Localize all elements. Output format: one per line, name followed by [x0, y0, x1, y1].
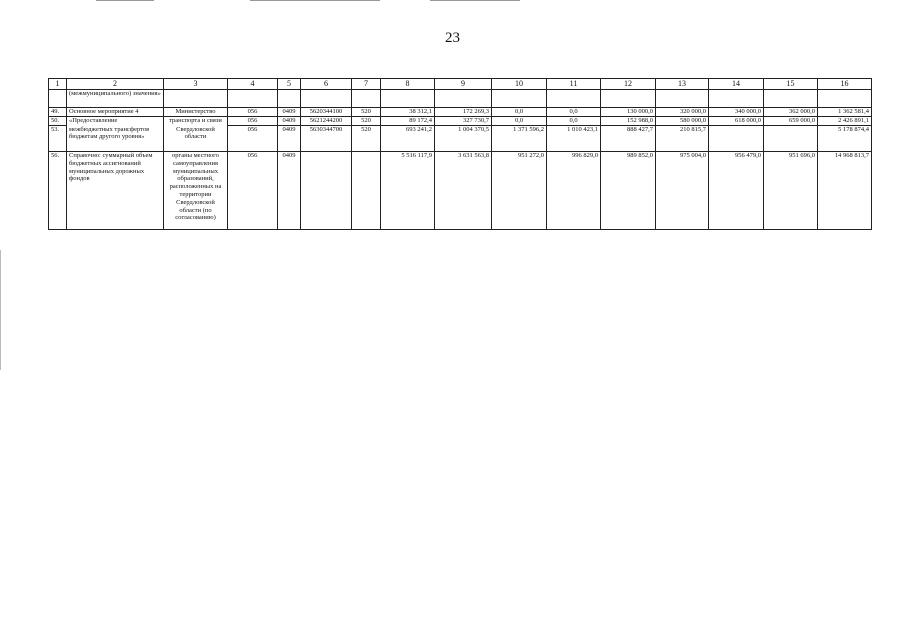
column-header: 1 — [49, 79, 67, 90]
column-header: 16 — [818, 79, 872, 90]
cell-value: 0,0 — [492, 117, 547, 126]
cell-value: 5 516 117,9 — [381, 152, 435, 230]
column-header: 7 — [352, 79, 381, 90]
cell-description: (межмуниципального) значения» — [67, 90, 164, 108]
cell-value — [709, 126, 764, 152]
cell-executor: органы местного самоуправления муниципальных образований, расположенных на территории Свердловской области (по согласованию) — [164, 152, 228, 230]
cell-section: 0409 — [278, 126, 301, 152]
cell-value: 320 000,0 — [656, 108, 709, 117]
top-rule-middle — [250, 0, 380, 1]
cell-row-number: 53. — [49, 126, 67, 152]
column-header: 3 — [164, 79, 228, 90]
column-header: 15 — [764, 79, 818, 90]
cell-row-number: 49. — [49, 108, 67, 117]
cell-value: 989 852,0 — [601, 152, 656, 230]
column-header: 11 — [547, 79, 601, 90]
cell-value: 2 426 891,1 — [818, 117, 872, 126]
cell-target-article: 5621244200 — [301, 117, 352, 126]
cell-executor: Свердловской области — [164, 126, 228, 152]
cell-expense-type: 520 — [352, 108, 381, 117]
cell-value: 659 000,0 — [764, 117, 818, 126]
table-row — [49, 108, 872, 117]
cell-code: 056 — [228, 108, 278, 117]
column-header: 4 — [228, 79, 278, 90]
cell-executor: Министерство — [164, 108, 228, 117]
column-header: 12 — [601, 79, 656, 90]
cell-section: 0409 — [278, 117, 301, 126]
cell-row-number: 50. — [49, 117, 67, 126]
cell-value: 38 312,1 — [381, 108, 435, 117]
cell-value: 951 272,0 — [492, 152, 547, 230]
cell-description: Справочно: суммарный объем бюджетных ассигнований муниципальных дорожных фондов — [67, 152, 164, 230]
cell-value: 89 172,4 — [381, 117, 435, 126]
cell-value: 996 829,0 — [547, 152, 601, 230]
cell-executor: транспорта и связи — [164, 117, 228, 126]
column-header: 14 — [709, 79, 764, 90]
cell-target-article — [301, 152, 352, 230]
cell-target-article: 5620344100 — [301, 108, 352, 117]
cell-description: межбюджетных трансфертов бюджетам другого уровня» — [67, 126, 164, 152]
cell-value: 362 000,0 — [764, 108, 818, 117]
cell-value: 693 241,2 — [381, 126, 435, 152]
column-header: 9 — [435, 79, 492, 90]
table-row — [49, 117, 872, 126]
cell-description: «Предоставление — [67, 117, 164, 126]
cell-value: 0,0 — [547, 108, 601, 117]
cell-value: 580 000,0 — [656, 117, 709, 126]
cell-value: 618 000,0 — [709, 117, 764, 126]
cell-value: 210 815,7 — [656, 126, 709, 152]
cell-value: 14 968 813,7 — [818, 152, 872, 230]
header-row — [49, 79, 872, 90]
cell-value: 327 730,7 — [435, 117, 492, 126]
cell-value: 888 427,7 — [601, 126, 656, 152]
cell-code: 056 — [228, 152, 278, 230]
cell-value: 5 178 874,4 — [818, 126, 872, 152]
cell-value: 0,0 — [492, 108, 547, 117]
cell-section: 0409 — [278, 108, 301, 117]
cell-value: 1 362 581,4 — [818, 108, 872, 117]
top-rule-left — [96, 0, 154, 1]
cell-section: 0409 — [278, 152, 301, 230]
table-row — [49, 126, 872, 152]
cell-value: 152 988,0 — [601, 117, 656, 126]
scan-edge-mark — [0, 250, 1, 370]
cell-value: 1 010 423,1 — [547, 126, 601, 152]
cell-target-article: 5630344700 — [301, 126, 352, 152]
table-row — [49, 90, 872, 108]
column-header: 5 — [278, 79, 301, 90]
cell-code: 056 — [228, 126, 278, 152]
column-header: 10 — [492, 79, 547, 90]
cell-expense-type: 520 — [352, 126, 381, 152]
top-rule-right — [430, 0, 520, 1]
cell-value: 975 004,0 — [656, 152, 709, 230]
cell-value: 130 000,0 — [601, 108, 656, 117]
cell-code: 056 — [228, 117, 278, 126]
cell-value: 1 371 596,2 — [492, 126, 547, 152]
page-number: 23 — [445, 30, 460, 46]
column-header: 6 — [301, 79, 352, 90]
cell-value — [764, 126, 818, 152]
cell-expense-type: 520 — [352, 117, 381, 126]
cell-value: 172 269,3 — [435, 108, 492, 117]
cell-description: Основное мероприятие 4 — [67, 108, 164, 117]
column-header: 8 — [381, 79, 435, 90]
cell-value: 3 631 563,8 — [435, 152, 492, 230]
cell-row-number: 56. — [49, 152, 67, 230]
table-row — [49, 152, 872, 230]
column-header: 13 — [656, 79, 709, 90]
cell-value: 956 479,0 — [709, 152, 764, 230]
cell-value: 340 000,0 — [709, 108, 764, 117]
cell-value: 1 004 370,5 — [435, 126, 492, 152]
cell-value: 951 696,0 — [764, 152, 818, 230]
cell-expense-type — [352, 152, 381, 230]
column-header: 2 — [67, 79, 164, 90]
cell-value: 0,0 — [547, 117, 601, 126]
budget-table — [48, 78, 872, 230]
